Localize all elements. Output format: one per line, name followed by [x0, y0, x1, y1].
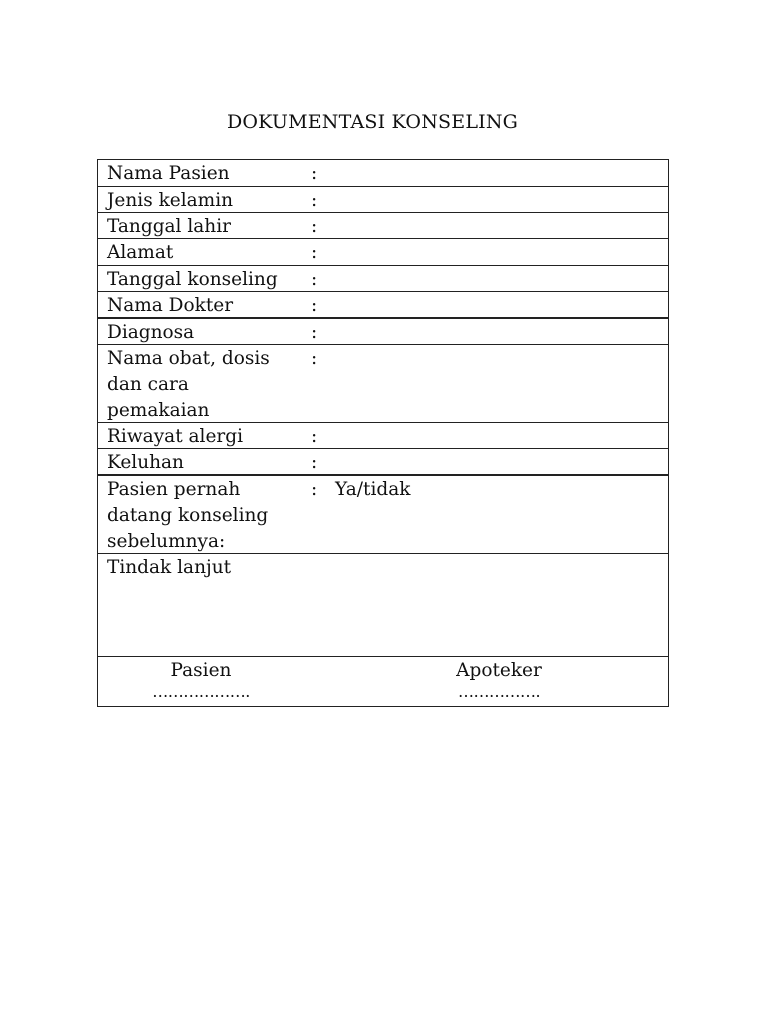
signature-apoteker-label: Apoteker — [456, 660, 542, 681]
row-label: Tanggal lahir — [107, 216, 231, 237]
row-label: Tindak lanjut — [107, 557, 232, 578]
row-label: Riwayat alergi — [107, 426, 244, 447]
signature-pasien — [136, 659, 266, 701]
counseling-form — [97, 159, 669, 707]
row-label: Diagnosa — [107, 322, 195, 343]
form-row-diagnosa — [98, 319, 668, 345]
row-colon: : — [311, 242, 318, 263]
row-colon: : — [311, 216, 318, 237]
form-row-tindak-lanjut — [98, 554, 668, 657]
form-row-nama-pasien — [98, 160, 668, 187]
row-colon: : — [311, 322, 318, 343]
row-colon: : — [311, 163, 318, 184]
row-colon: : — [311, 452, 318, 473]
form-row-keluhan — [98, 449, 668, 476]
form-row-jenis-kelamin — [98, 187, 668, 213]
signature-pasien-label: Pasien — [170, 660, 232, 681]
form-row-pasien-pernah — [98, 476, 668, 554]
row-colon: : — [311, 348, 318, 369]
row-label: Nama obat, dosis dan cara pemakaian — [107, 348, 270, 421]
row-colon: : — [311, 479, 318, 500]
row-label: Tanggal konseling — [107, 269, 278, 290]
form-row-nama-obat — [98, 345, 668, 423]
form-row-riwayat-alergi — [98, 423, 668, 449]
signature-pasien-line: ………………. — [152, 682, 250, 701]
row-label: Jenis kelamin — [107, 190, 234, 211]
form-row-alamat — [98, 239, 668, 266]
row-colon: : — [311, 295, 318, 316]
signature-apoteker-line: ……………. — [457, 682, 541, 701]
row-label: Nama Dokter — [107, 295, 234, 316]
form-row-nama-dokter — [98, 292, 668, 319]
signature-row — [98, 657, 668, 707]
row-colon: : — [311, 426, 318, 447]
row-label: Nama Pasien — [107, 163, 230, 184]
document-title: DOKUMENTASI KONSELING — [226, 111, 519, 133]
row-colon: : — [311, 190, 318, 211]
row-value[interactable]: Ya/tidak — [335, 479, 411, 500]
row-colon: : — [311, 269, 318, 290]
row-label: Pasien pernah datang konseling sebelumnya: — [107, 479, 269, 552]
row-label: Keluhan — [107, 452, 184, 473]
signature-apoteker — [443, 659, 555, 701]
form-row-tanggal-konseling — [98, 266, 668, 292]
form-row-tanggal-lahir — [98, 213, 668, 239]
row-label: Alamat — [107, 242, 174, 263]
